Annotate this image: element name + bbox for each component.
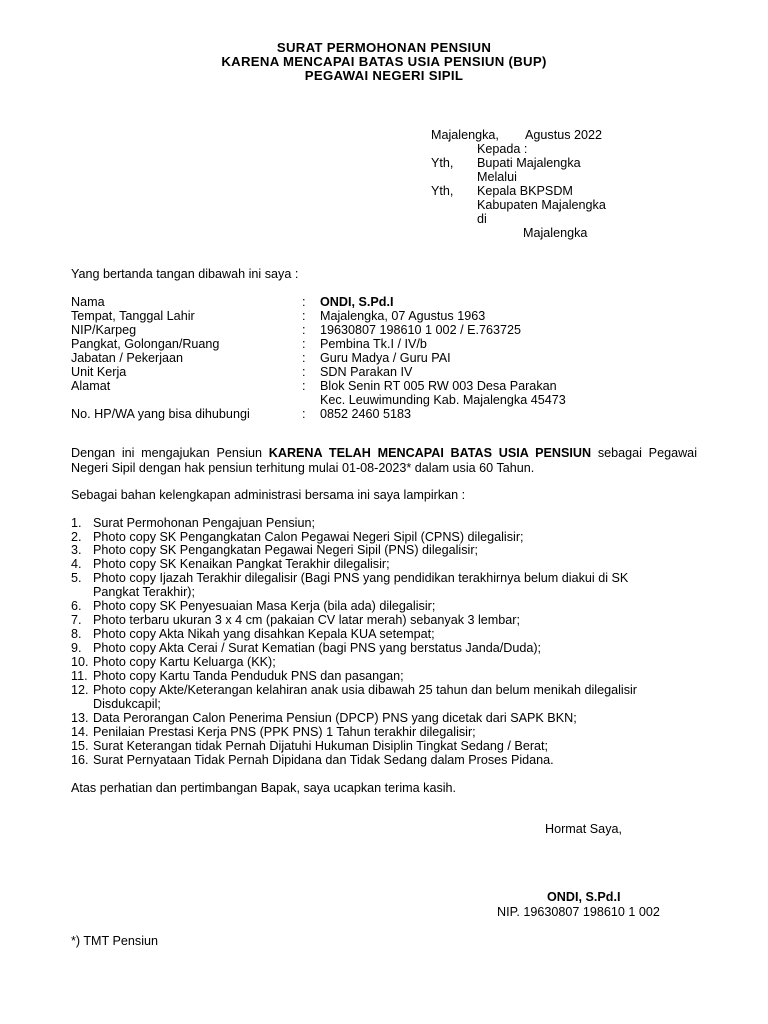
list-item-number: 8.: [71, 627, 82, 641]
list-item-number: 4.: [71, 557, 82, 571]
list-item: Photo copy Akta Cerai / Surat Kematian (bagi PNS yang berstatus Janda/Duda);: [93, 641, 542, 655]
attachments-intro: Sebagai bahan kelengkapan administrasi bersama ini saya lampirkan :: [71, 488, 466, 502]
identity-sep: :: [302, 351, 306, 365]
list-item-number: 6.: [71, 599, 82, 613]
list-item: Photo copy Kartu Tanda Penduduk PNS dan pasangan;: [93, 669, 404, 683]
identity-label: Tempat, Tanggal Lahir: [71, 309, 195, 323]
letter-title-line3: PEGAWAI NEGERI SIPIL: [304, 68, 464, 83]
identity-label: No. HP/WA yang bisa dihubungi: [71, 407, 250, 421]
identity-sep: :: [302, 295, 306, 309]
list-item-number: 15.: [71, 739, 89, 753]
greeting-text: Hormat Saya,: [545, 822, 622, 836]
list-item-number: 2.: [71, 530, 82, 544]
list-item-number: 13.: [71, 711, 89, 725]
identity-label: NIP/Karpeg: [71, 323, 137, 337]
date-text: Agustus 2022: [525, 128, 603, 142]
list-item-number: 9.: [71, 641, 82, 655]
identity-sep: :: [302, 365, 306, 379]
request-paragraph: [71, 446, 697, 475]
identity-label: Alamat: [71, 379, 111, 393]
letter-title-line2: KARENA MENCAPAI BATAS USIA PENSIUN (BUP): [221, 54, 547, 69]
list-item-number: 5.: [71, 571, 82, 585]
list-item: Photo copy Akta Nikah yang disahkan Kepala KUA setempat;: [93, 627, 435, 641]
identity-label: Jabatan / Pekerjaan: [71, 351, 184, 365]
identity-label: Nama: [71, 295, 105, 309]
intro-text: Yang bertanda tangan dibawah ini saya :: [71, 267, 299, 281]
kepada-text: Kepada :: [477, 142, 528, 156]
yth2-label: Yth,: [431, 184, 454, 198]
identity-value: Guru Madya / Guru PAI: [320, 351, 451, 365]
identity-value: Pembina Tk.I / IV/b: [320, 337, 427, 351]
identity-sep: :: [302, 309, 306, 323]
yth2-line2: Kabupaten Majalengka: [477, 198, 606, 212]
list-item: Photo copy SK Kenaikan Pangkat Terakhir dilegalisir;: [93, 557, 390, 571]
closing-text: Atas perhatian dan pertimbangan Bapak, saya ucapkan terima kasih.: [71, 781, 457, 795]
list-item-continuation: Disdukcapil;: [93, 697, 161, 711]
identity-value: 19630807 198610 1 002 / E.763725: [320, 323, 521, 337]
list-item-number: 10.: [71, 655, 89, 669]
identity-value: Blok Senin RT 005 RW 003 Desa Parakan: [320, 379, 557, 393]
yth1-label: Yth,: [431, 156, 454, 170]
footnote-text: *) TMT Pensiun: [71, 934, 159, 948]
city-text: Majalengka: [523, 226, 588, 240]
list-item: Penilaian Prestasi Kerja PNS (PPK PNS) 1 Tahun terakhir dilegalisir;: [93, 725, 476, 739]
identity-value: SDN Parakan IV: [320, 365, 413, 379]
list-item: Data Perorangan Calon Penerima Pensiun (DPCP) PNS yang dicetak dari SAPK BKN;: [93, 711, 577, 725]
melalui-text: Melalui: [477, 170, 517, 184]
list-item: Photo copy Kartu Keluarga (KK);: [93, 655, 276, 669]
signer-nip: NIP. 19630807 198610 1 002: [497, 905, 660, 919]
request-paragraph-bold: KARENA TELAH MENCAPAI BATAS USIA PENSIUN: [268, 446, 592, 460]
list-item: Photo copy SK Penyesuaian Masa Kerja (bila ada) dilegalisir;: [93, 599, 436, 613]
list-item-number: 3.: [71, 543, 82, 557]
di-text: di: [477, 212, 487, 226]
list-item-number: 1.: [71, 516, 82, 530]
request-paragraph-pre: Dengan ini mengajukan Pensiun: [71, 446, 269, 460]
list-item: Photo copy Akte/Keterangan kelahiran anak usia dibawah 25 tahun dan belum menikah dilegalisir: [93, 683, 637, 697]
identity-label: Unit Kerja: [71, 365, 127, 379]
identity-sep: :: [302, 337, 306, 351]
list-item: Photo copy Ijazah Terakhir dilegalisir (Bagi PNS yang pendidikan terakhirnya belum diakui di SK: [93, 571, 629, 585]
list-item: Photo copy SK Pengangkatan Calon Pegawai Negeri Sipil (CPNS) dilegalisir;: [93, 530, 524, 544]
list-item-number: 11.: [71, 669, 88, 683]
list-item-number: 12.: [71, 683, 89, 697]
list-item: Surat Keterangan tidak Pernah Dijatuhi Hukuman Disiplin Tingkat Sedang / Berat;: [93, 739, 549, 753]
identity-value: Kec. Leuwimunding Kab. Majalengka 45473: [320, 393, 566, 407]
list-item: Photo terbaru ukuran 3 x 4 cm (pakaian CV latar merah) sebanyak 3 lembar;: [93, 613, 521, 627]
list-item-continuation: Pangkat Terakhir);: [93, 585, 195, 599]
identity-sep: :: [302, 379, 306, 393]
place-text: Majalengka,: [431, 128, 499, 142]
yth2-value: Kepala BKPSDM: [477, 184, 573, 198]
identity-sep: :: [302, 407, 306, 421]
identity-value: ONDI, S.Pd.I: [320, 295, 394, 309]
identity-sep: :: [302, 323, 306, 337]
list-item-number: 14.: [71, 725, 89, 739]
letter-title-line1: SURAT PERMOHONAN PENSIUN: [276, 40, 492, 55]
signer-name: ONDI, S.Pd.I: [547, 890, 621, 904]
request-paragraph-post: sebagai Pegawai Negeri Sipil dengan hak pensiun terhitung mulai 01-08-2023* dalam usia 60 Tahun.: [71, 446, 697, 475]
list-item-number: 7.: [71, 613, 82, 627]
identity-value: Majalengka, 07 Agustus 1963: [320, 309, 486, 323]
identity-label: Pangkat, Golongan/Ruang: [71, 337, 220, 351]
yth1-value: Bupati Majalengka: [477, 156, 581, 170]
list-item: Photo copy SK Pengangkatan Pegawai Negeri Sipil (PNS) dilegalisir;: [93, 543, 479, 557]
identity-value: 0852 2460 5183: [320, 407, 412, 421]
list-item: Surat Permohonan Pengajuan Pensiun;: [93, 516, 315, 530]
list-item: Surat Pernyataan Tidak Pernah Dipidana dan Tidak Sedang dalam Proses Pidana.: [93, 753, 554, 767]
list-item-number: 16.: [71, 753, 89, 767]
